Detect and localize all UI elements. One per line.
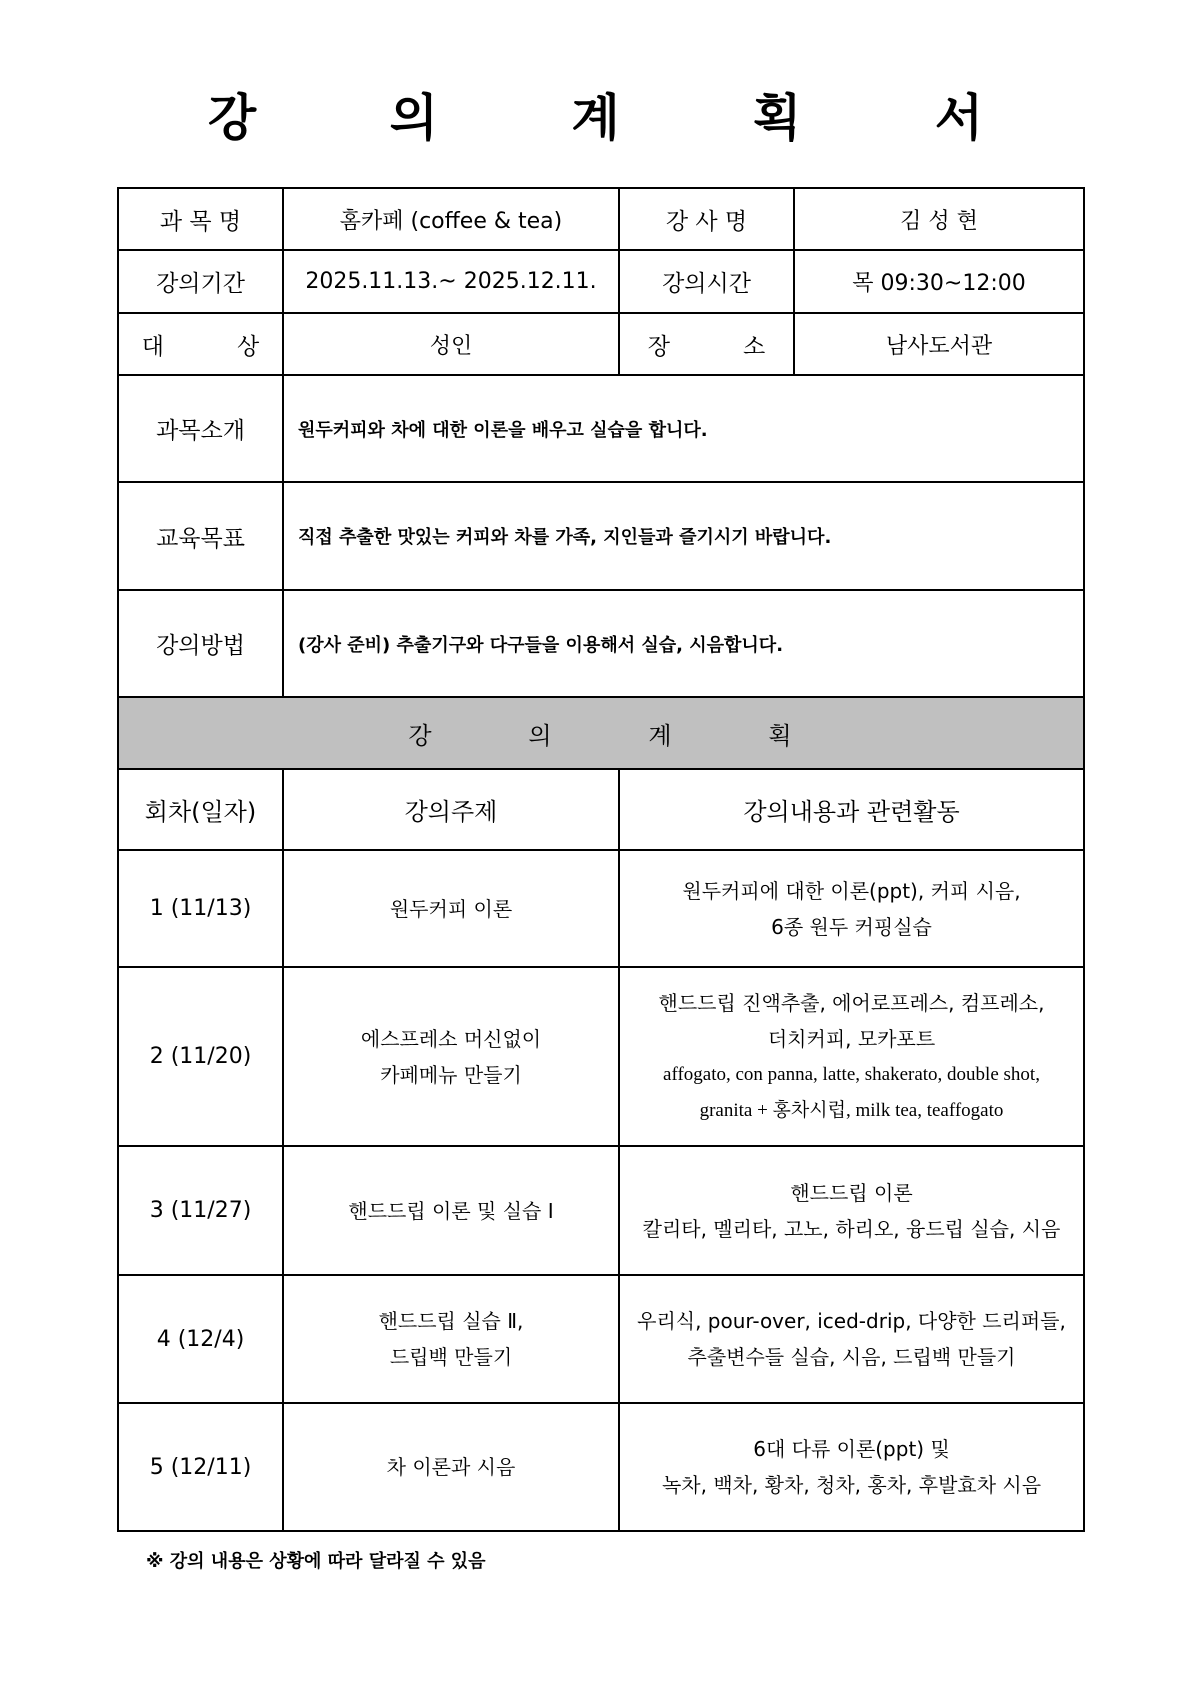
content-line: 핸드드립 진액추출, 에어로프레스, 컴프레소, xyxy=(658,990,1045,1015)
plan-header xyxy=(118,697,1084,769)
content-line: affogato, con panna, latte, shakerato, double shot, xyxy=(663,1063,1040,1085)
time-label: 강의시간 xyxy=(619,250,794,313)
plan-header-char: 강 xyxy=(408,721,434,750)
content-line: 녹차, 백차, 황차, 청차, 홍차, 후발효차 시음 xyxy=(661,1473,1042,1497)
content-line: 우리식, pour-over, iced-drip, 다양한 드리퍼들, xyxy=(637,1309,1066,1333)
col-topic-header: 강의주제 xyxy=(283,769,619,850)
content-cell xyxy=(619,1146,1084,1275)
content-line: 6종 원두 커핑실습 xyxy=(771,914,932,939)
topic-cell xyxy=(283,1403,619,1531)
topic-cell xyxy=(283,850,619,967)
col-session-header: 회차(일자) xyxy=(118,769,283,850)
instructor-value: 김 성 현 xyxy=(794,188,1084,250)
topic-cell xyxy=(283,1275,619,1403)
intro-row xyxy=(118,375,1084,482)
info-row-target xyxy=(118,313,1084,375)
footnote: ※ 강의 내용은 상황에 따라 달라질 수 있음 xyxy=(146,1551,486,1572)
session-cell: 3 (11/27) xyxy=(118,1146,283,1275)
content-cell xyxy=(619,1403,1084,1531)
table-row xyxy=(118,1146,1084,1275)
topic-cell xyxy=(283,967,619,1146)
session-cell: 5 (12/11) xyxy=(118,1403,283,1531)
content-line: granita + 홍차시럽, milk tea, teaffogato xyxy=(699,1099,1004,1121)
plan-header-char: 의 xyxy=(528,721,554,750)
subject-value: 홈카페 (coffee & tea) xyxy=(283,188,619,250)
content-cell xyxy=(619,850,1084,967)
topic-line: 원두커피 이론 xyxy=(389,896,513,921)
content-line: 원두커피에 대한 이론(ppt), 커피 시음, xyxy=(682,878,1021,903)
period-value: 2025.11.13.~ 2025.12.11. xyxy=(283,250,619,313)
method-label: 강의방법 xyxy=(118,590,283,697)
session-cell: 4 (12/4) xyxy=(118,1275,283,1403)
content-cell xyxy=(619,1275,1084,1403)
intro-label: 과목소개 xyxy=(118,375,283,482)
plan-column-header-row xyxy=(118,769,1084,850)
content-line: 6대 다류 이론(ppt) 및 xyxy=(753,1437,950,1461)
lecture-plan-table xyxy=(117,187,1085,1532)
session-cell: 2 (11/20) xyxy=(118,967,283,1146)
method-row xyxy=(118,590,1084,697)
target-label: 대 상 xyxy=(118,313,283,375)
session-cell: 1 (11/13) xyxy=(118,850,283,967)
target-value: 성인 xyxy=(283,313,619,375)
table-row xyxy=(118,967,1084,1146)
info-row-period xyxy=(118,250,1084,313)
topic-line: 차 이론과 시음 xyxy=(386,1455,516,1479)
table-row xyxy=(118,1403,1084,1531)
plan-header-char: 획 xyxy=(768,721,794,750)
info-row-subject xyxy=(118,188,1084,250)
place-value: 남사도서관 xyxy=(794,313,1084,375)
instructor-label: 강 사 명 xyxy=(619,188,794,250)
goal-label: 교육목표 xyxy=(118,482,283,590)
topic-line: 핸드드립 이론 및 실습 Ⅰ xyxy=(348,1198,554,1223)
subject-label: 과 목 명 xyxy=(118,188,283,250)
page-title: 강 의 계 획 서 xyxy=(207,89,1042,147)
period-label: 강의기간 xyxy=(118,250,283,313)
content-line: 핸드드립 이론 xyxy=(790,1180,913,1205)
table-row xyxy=(118,850,1084,967)
content-line: 추출변수들 실습, 시음, 드립백 만들기 xyxy=(687,1345,1016,1369)
method-text: (강사 준비) 추출기구와 다구들을 이용해서 실습, 시음합니다. xyxy=(283,590,1084,697)
topic-cell xyxy=(283,1146,619,1275)
content-line: 더치커피, 모카포트 xyxy=(767,1026,936,1051)
time-value: 목 09:30~12:00 xyxy=(794,250,1084,313)
content-line: 칼리타, 멜리타, 고노, 하리오, 융드립 실습, 시음 xyxy=(642,1216,1061,1241)
plan-header-row xyxy=(118,697,1084,769)
plan-header-char: 계 xyxy=(648,721,674,750)
topic-line: 드립백 만들기 xyxy=(389,1345,513,1369)
place-label: 장 소 xyxy=(619,313,794,375)
col-content-header: 강의내용과 관련활동 xyxy=(619,769,1084,850)
table-row xyxy=(118,1275,1084,1403)
goal-row xyxy=(118,482,1084,590)
goal-text: 직접 추출한 맛있는 커피와 차를 가족, 지인들과 즐기시기 바랍니다. xyxy=(283,482,1084,590)
topic-line: 핸드드립 실습 Ⅱ, xyxy=(378,1309,524,1333)
intro-text: 원두커피와 차에 대한 이론을 배우고 실습을 합니다. xyxy=(283,375,1084,482)
topic-line: 에스프레소 머신없이 xyxy=(360,1026,542,1051)
content-cell xyxy=(619,967,1084,1146)
topic-line: 카페메뉴 만들기 xyxy=(380,1062,522,1087)
